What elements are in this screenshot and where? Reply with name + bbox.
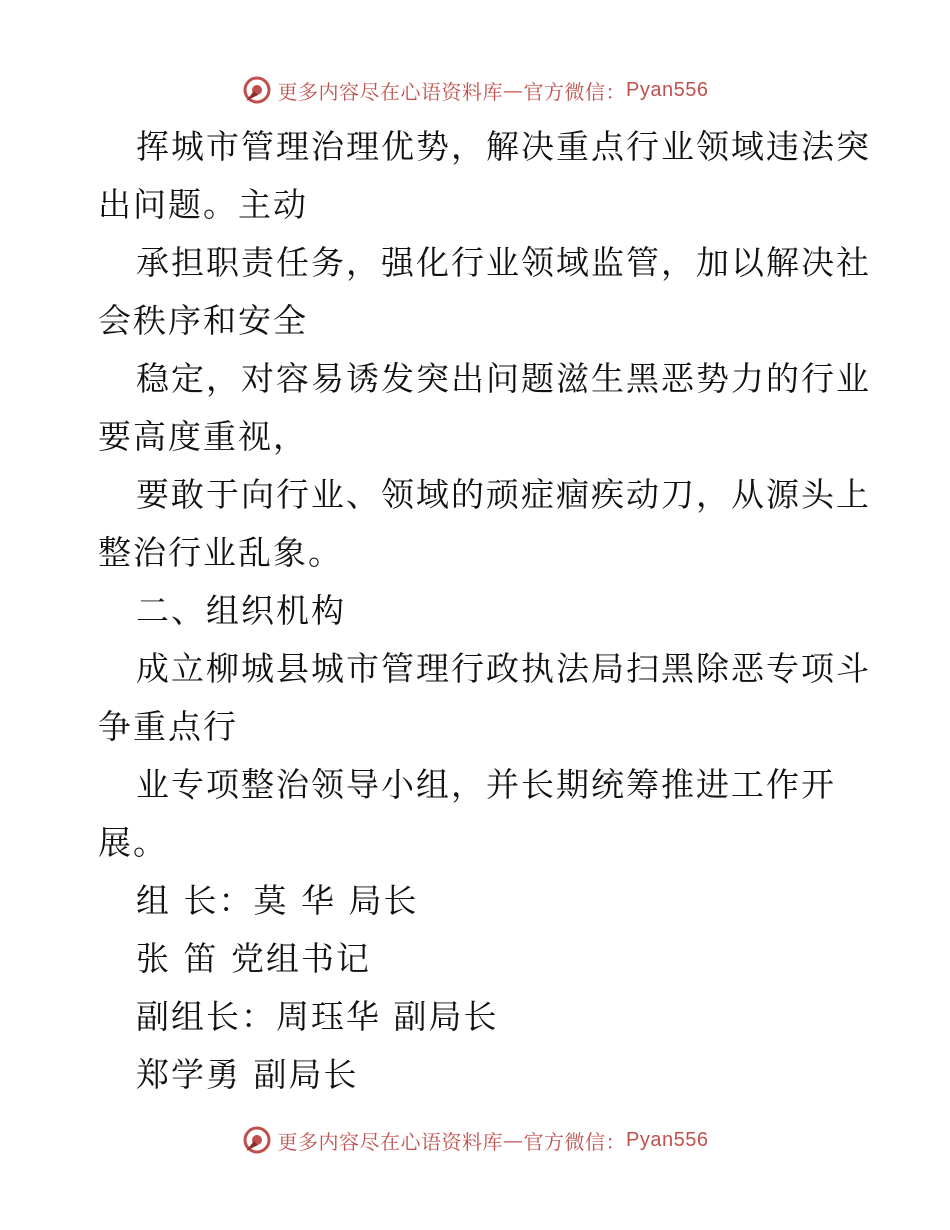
brand-logo-icon	[242, 1125, 272, 1155]
paragraph-line: 会秩序和安全	[98, 301, 308, 340]
member-line: 组 长：莫 华 局长	[136, 881, 419, 920]
brand-text: 更多内容尽在心语资料库	[277, 1129, 504, 1154]
paragraph-line: 整治行业乱象。	[98, 533, 343, 572]
paragraph-line: 要敢于向行业、领域的顽症痼疾动刀，从源头上	[136, 475, 871, 514]
member-line: 副组长：周珏华 副局长	[136, 997, 499, 1036]
paragraph-line: 争重点行	[98, 707, 238, 746]
official-wechat-label: 官方微信：	[523, 79, 627, 104]
brand-text: 更多内容尽在心语资料库	[277, 79, 504, 104]
header-watermark-banner	[0, 70, 950, 110]
paragraph-line: 成立柳城县城市管理行政执法局扫黑除恶专项斗	[136, 649, 871, 688]
paragraph-line: 要高度重视，	[98, 417, 308, 456]
banner-separator: —	[503, 1128, 524, 1152]
member-line: 张 笛 党组书记	[136, 939, 371, 978]
paragraph-line: 展。	[98, 823, 168, 862]
section-heading: 二、组织机构	[136, 591, 346, 630]
document-body	[98, 118, 871, 1104]
paragraph-line: 承担职责任务，强化行业领域监管，加以解决社	[136, 243, 871, 282]
wechat-id: Pyan556	[626, 78, 709, 101]
paragraph-line: 稳定，对容易诱发突出问题滋生黑恶势力的行业	[136, 359, 871, 398]
wechat-id: Pyan556	[626, 1128, 709, 1151]
banner-separator: —	[503, 78, 524, 102]
paragraph-line: 业专项整治领导小组，并长期统筹推进工作开	[136, 765, 836, 804]
member-line: 郑学勇 副局长	[136, 1055, 359, 1094]
paragraph-line: 出问题。主动	[98, 185, 308, 224]
brand-logo-icon	[242, 75, 272, 105]
official-wechat-label: 官方微信：	[523, 1129, 627, 1154]
footer-watermark-banner	[0, 1120, 950, 1160]
paragraph-line: 挥城市管理治理优势，解决重点行业领域违法突	[136, 127, 871, 166]
